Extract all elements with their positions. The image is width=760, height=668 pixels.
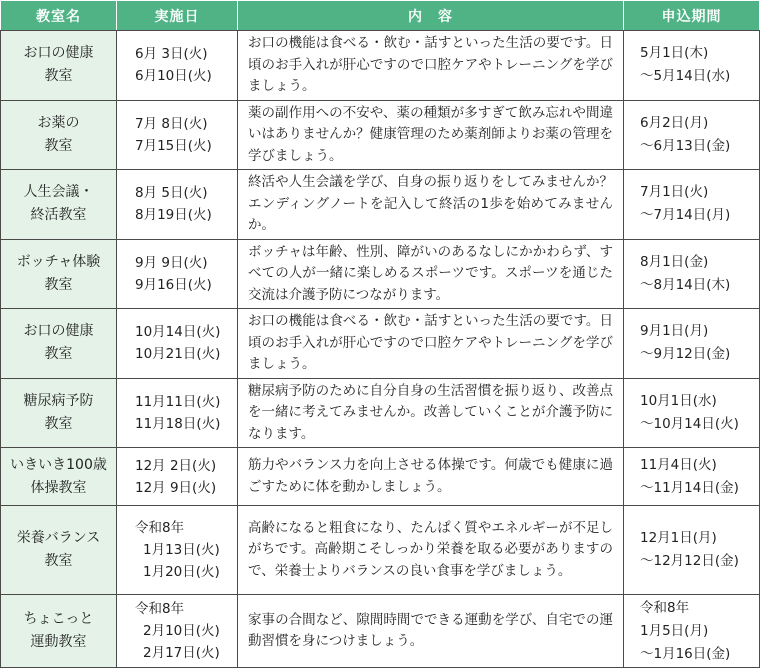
date-year-label: 令和8年 bbox=[135, 520, 185, 536]
class-name-line: ボッチャ体験 bbox=[16, 253, 101, 270]
date-line: 6月 3日(火) bbox=[135, 46, 208, 63]
date-cell bbox=[117, 448, 238, 506]
content-cell: ボッチャは年齢、性別、障がいのあるなしにかかわらず、すべての人が一緒に楽しめるスポーツです。スポーツを通じた交流は介護予防につながります。 bbox=[238, 239, 624, 309]
content-cell: 薬の副作用への不安や、薬の種類が多すぎて飲み忘れや間違いはありませんか？健康管理のため薬剤師よりお薬の管理を学びましょう。 bbox=[238, 100, 624, 170]
content-cell: お口の機能は食べる・飲む・話すといった生活の要です。日頃のお手入れが肝心ですので口腔ケアやトレーニングを学びましょう。 bbox=[238, 309, 624, 379]
class-name-line: ちょこっと bbox=[23, 611, 94, 627]
content-cell: 家事の合間など、隙間時間でできる運動を学び、自宅での運動習慣を身につけましょう。 bbox=[238, 595, 624, 668]
content-cell: お口の機能は食べる・飲む・話すといった生活の要です。日頃のお手入れが肝心ですので口腔ケアやトレーニングを学びましょう。 bbox=[238, 31, 624, 101]
date-line: 10月21日(火) bbox=[135, 346, 221, 363]
class-name-cell bbox=[1, 595, 117, 668]
period-line: ～10月14日(火) bbox=[640, 415, 739, 432]
period-line: 9月1日(月) bbox=[640, 323, 709, 340]
date-cell bbox=[117, 506, 238, 595]
content-cell: 筋力やバランス力を向上させる体操です。何歳でも健康に過ごすために体を動かしましょう。 bbox=[238, 448, 624, 506]
period-line: 5月1日(木) bbox=[640, 45, 709, 62]
class-name-line: お口の健康 bbox=[23, 323, 94, 340]
period-line: ～8月14日(木) bbox=[640, 276, 731, 293]
period-line: 1月5日(月) bbox=[640, 622, 709, 639]
date-line: 1月20日(火) bbox=[143, 564, 220, 580]
date-line: 7月 8日(火) bbox=[135, 115, 208, 132]
date-line: 2月17日(火) bbox=[143, 645, 220, 661]
period-line: 11月4日(火) bbox=[640, 456, 717, 473]
application-period-cell bbox=[624, 100, 760, 170]
class-name-line: 教室 bbox=[44, 68, 73, 85]
period-line: ～11月14日(金) bbox=[640, 479, 739, 496]
date-line: 11月18日(火) bbox=[135, 415, 221, 432]
period-line: 7月1日(火) bbox=[640, 184, 709, 201]
date-line: 12月 2日(火) bbox=[135, 457, 217, 474]
date-cell bbox=[117, 309, 238, 379]
date-line: 7月15日(火) bbox=[135, 137, 212, 154]
date-line: 1月13日(火) bbox=[143, 542, 220, 558]
header-row bbox=[1, 1, 760, 31]
period-line: 8月1日(金) bbox=[640, 253, 709, 270]
date-line: 11月11日(火) bbox=[135, 393, 221, 410]
header-content: 内 容 bbox=[238, 1, 624, 31]
period-line: ～7月14日(月) bbox=[640, 207, 731, 224]
header-class-name: 教室名 bbox=[1, 1, 117, 31]
table-row bbox=[1, 239, 760, 309]
application-period-cell bbox=[624, 506, 760, 595]
date-line: 9月16日(火) bbox=[135, 276, 212, 293]
table-row bbox=[1, 448, 760, 506]
class-name-cell bbox=[1, 448, 117, 506]
class-name-line: 人生会議・ bbox=[23, 184, 94, 201]
application-period-cell bbox=[624, 378, 760, 448]
class-name-line: 教室 bbox=[44, 415, 73, 432]
date-cell bbox=[117, 595, 238, 668]
period-line: ～6月13日(金) bbox=[640, 137, 731, 154]
class-name-cell bbox=[1, 239, 117, 309]
date-cell bbox=[117, 170, 238, 240]
application-period-cell bbox=[624, 309, 760, 379]
period-line: ～1月16日(金) bbox=[640, 645, 731, 662]
table-row bbox=[1, 595, 760, 668]
content-cell: 高齢になると粗食になり、たんぱく質やエネルギーが不足しがちです。高齢期こそしっかり栄養を取る必要がありますので、栄養士よりバランスの良い食事を学びましょう。 bbox=[238, 506, 624, 595]
class-name-line: 栄養バランス bbox=[16, 530, 101, 546]
table-row bbox=[1, 100, 760, 170]
period-line: 6月2日(月) bbox=[640, 114, 709, 131]
date-line: 10月14日(火) bbox=[135, 324, 221, 341]
header-date: 実施日 bbox=[117, 1, 238, 31]
date-line: 9月 9日(火) bbox=[135, 254, 208, 271]
date-cell bbox=[117, 100, 238, 170]
class-name-line: 終活教室 bbox=[30, 207, 87, 224]
date-cell bbox=[117, 31, 238, 101]
period-line: ～9月12日(金) bbox=[640, 346, 731, 363]
class-name-line: 教室 bbox=[44, 553, 73, 569]
period-line: 10月1日(水) bbox=[640, 392, 717, 409]
class-name-cell bbox=[1, 31, 117, 101]
class-name-line: お口の健康 bbox=[23, 45, 94, 62]
content-cell: 糖尿病予防のために自分自身の生活習慣を振り返り、改善点を一緒に考えてみませんか。改善していくことが介護予防になります。 bbox=[238, 378, 624, 448]
period-line: 12月1日(月) bbox=[640, 530, 717, 546]
period-line: ～12月12日(金) bbox=[640, 553, 739, 569]
application-period-cell bbox=[624, 170, 760, 240]
date-line: 8月19日(火) bbox=[135, 207, 212, 224]
period-year-label: 令和8年 bbox=[640, 599, 690, 616]
class-name-cell bbox=[1, 100, 117, 170]
table-row bbox=[1, 170, 760, 240]
date-line: 8月 5日(火) bbox=[135, 185, 208, 202]
date-cell bbox=[117, 378, 238, 448]
header-application-period: 申込期間 bbox=[624, 1, 760, 31]
table-row bbox=[1, 31, 760, 101]
class-name-line: 教室 bbox=[44, 137, 73, 154]
application-period-cell bbox=[624, 239, 760, 309]
class-name-line: 運動教室 bbox=[30, 634, 87, 650]
period-line: ～5月14日(水) bbox=[640, 68, 731, 85]
class-name-line: 教室 bbox=[44, 276, 73, 293]
class-name-line: お薬の bbox=[37, 114, 80, 131]
date-year-label: 令和8年 bbox=[135, 601, 185, 617]
date-cell bbox=[117, 239, 238, 309]
class-name-cell bbox=[1, 506, 117, 595]
date-line: 6月10日(火) bbox=[135, 68, 212, 85]
content-cell: 終活や人生会議を学び、自身の振り返りをしてみませんか？エンディングノートを記入して終活の1歩を始めてみませんか。 bbox=[238, 170, 624, 240]
class-name-line: いきいき100歳 bbox=[10, 456, 107, 473]
class-name-line: 体操教室 bbox=[30, 479, 87, 496]
class-name-line: 糖尿病予防 bbox=[23, 392, 94, 409]
class-name-cell bbox=[1, 170, 117, 240]
table-row bbox=[1, 506, 760, 595]
date-line: 12月 9日(火) bbox=[135, 479, 217, 496]
table-row bbox=[1, 309, 760, 379]
application-period-cell bbox=[624, 595, 760, 668]
class-name-cell bbox=[1, 309, 117, 379]
application-period-cell bbox=[624, 448, 760, 506]
table-row bbox=[1, 378, 760, 448]
class-name-line: 教室 bbox=[44, 346, 73, 363]
date-line: 2月10日(火) bbox=[143, 623, 220, 639]
application-period-cell bbox=[624, 31, 760, 101]
class-name-cell bbox=[1, 378, 117, 448]
